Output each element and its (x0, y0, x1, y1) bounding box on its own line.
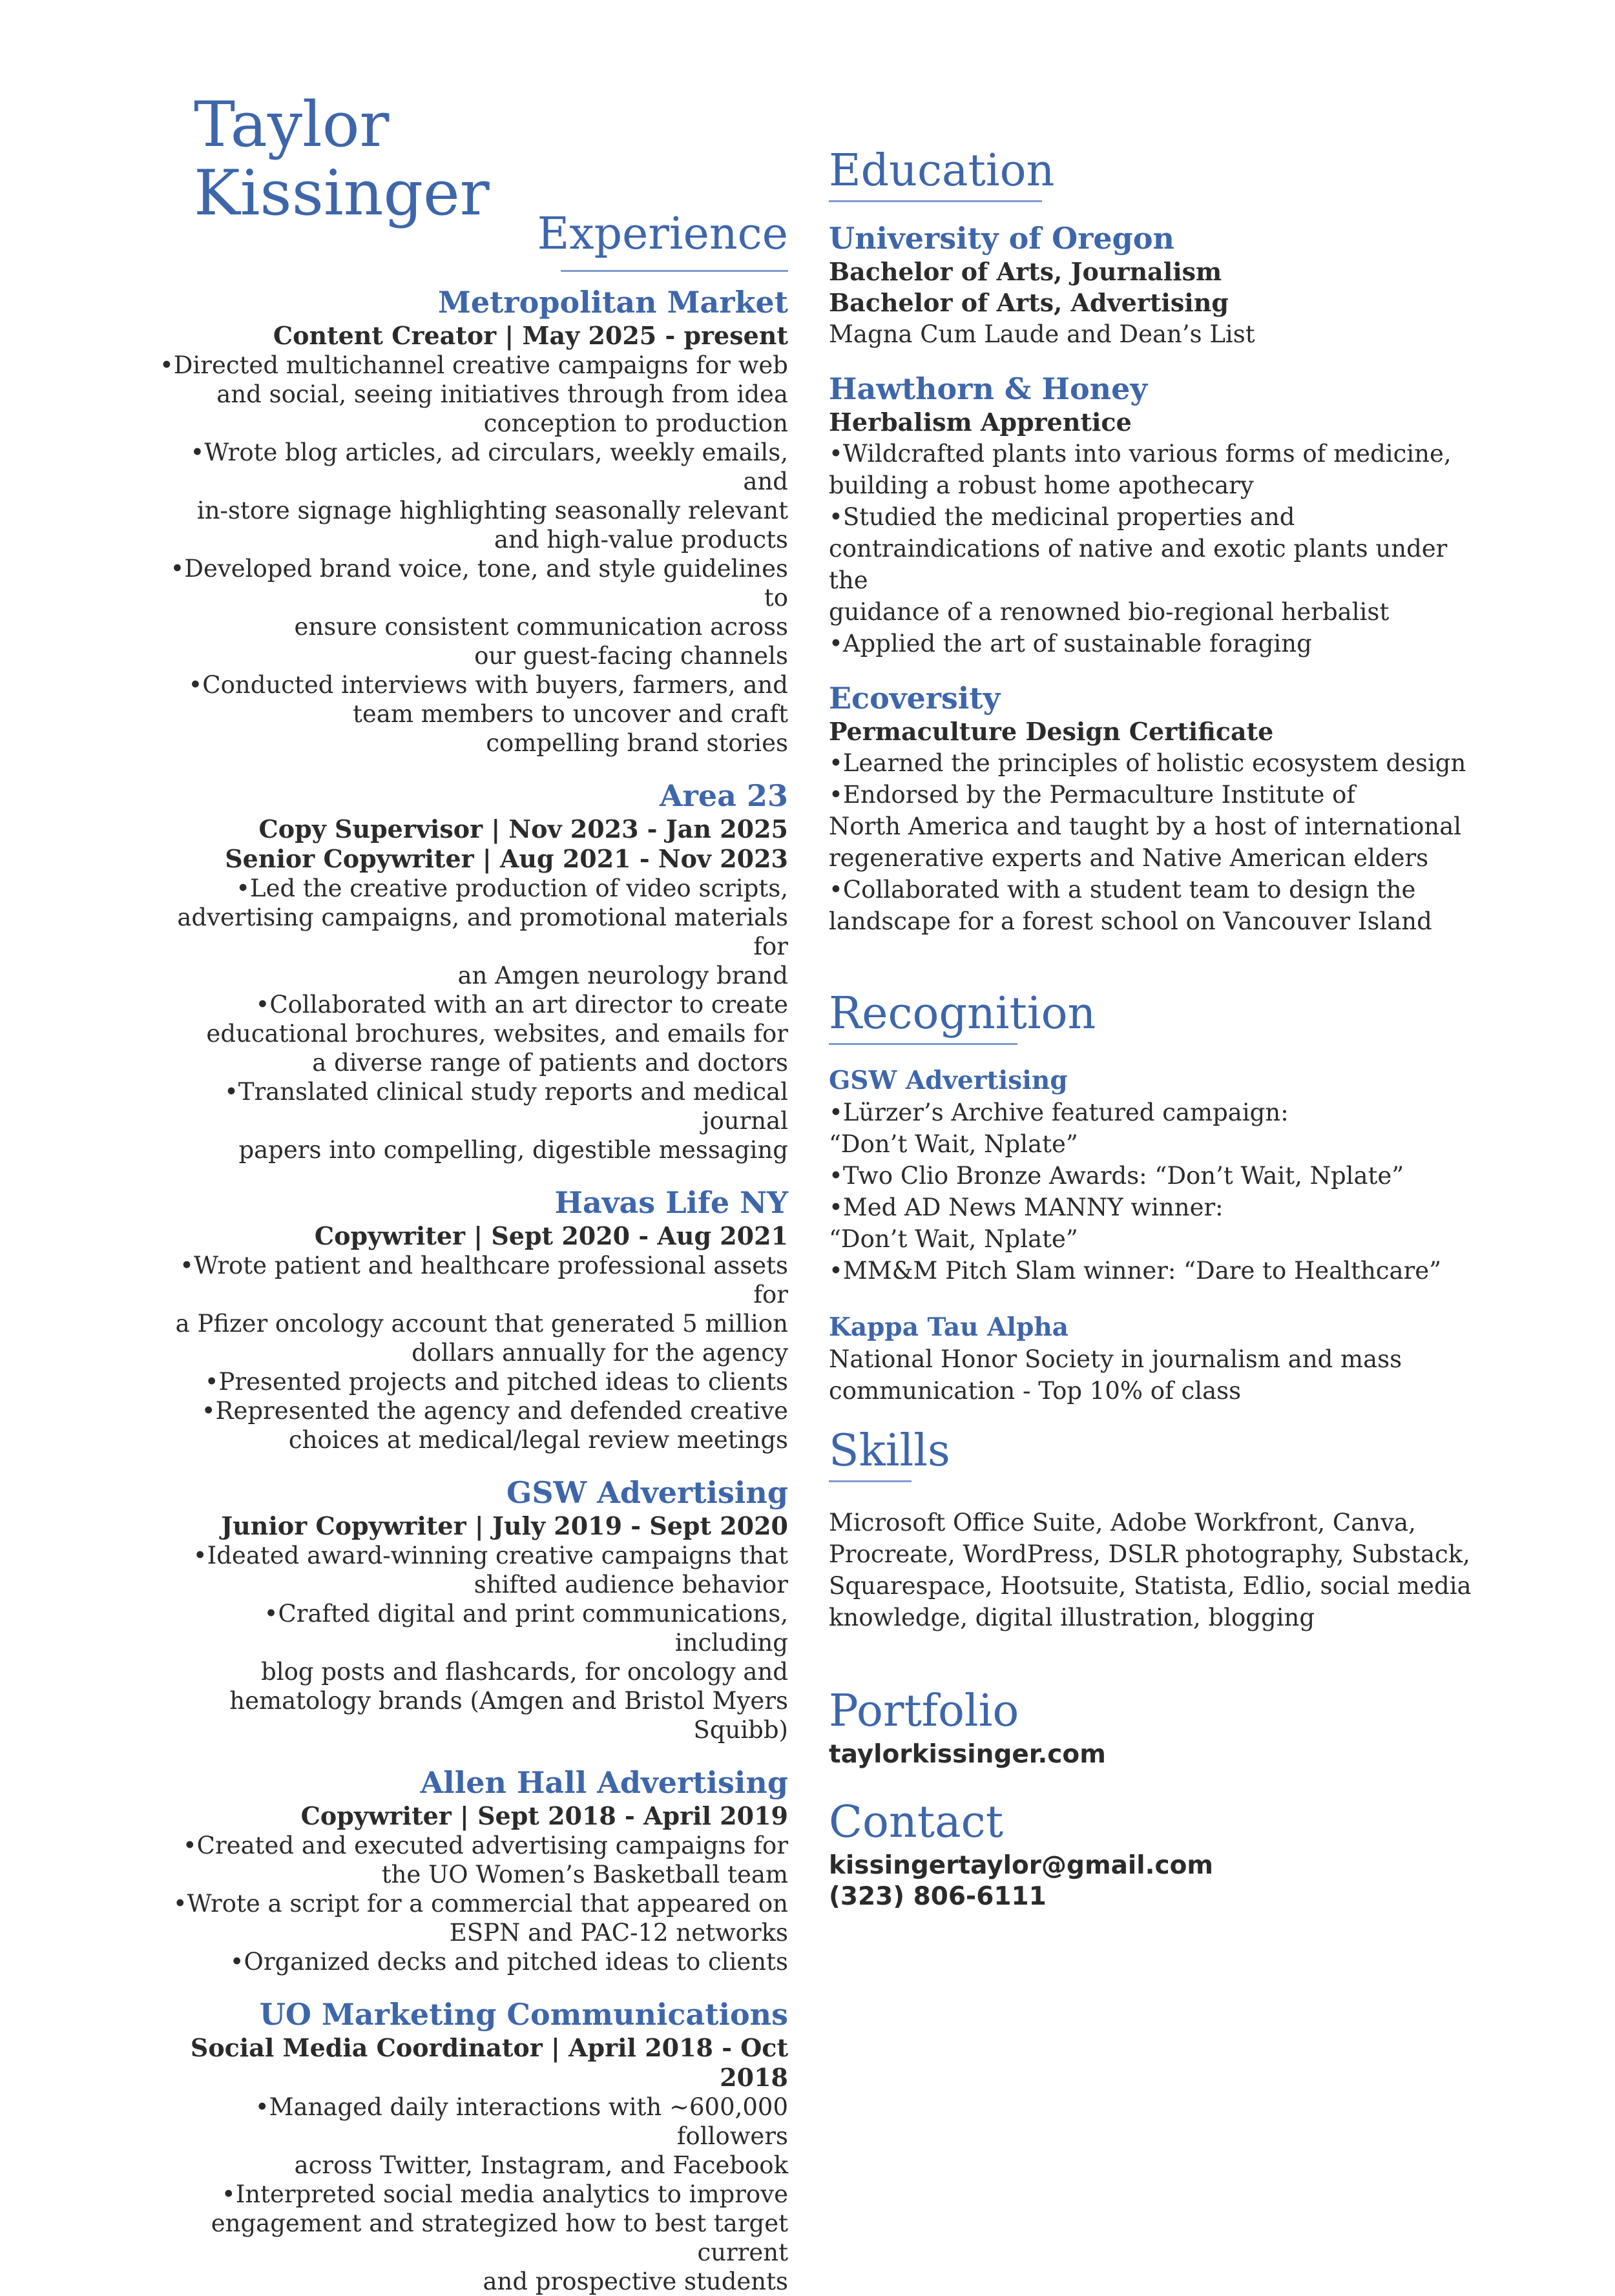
education-line: •Learned the principles of holistic ecosystem design (829, 749, 1466, 777)
education-org: Hawthorn & Honey (829, 371, 1148, 406)
job-bullet: •Managed daily interactions with ~600,000 followers across Twitter, Instagram, and Facebook (255, 2093, 788, 2179)
education-org: University of Oregon (829, 221, 1174, 256)
education-line: •Applied the art of sustainable foraging (829, 630, 1312, 657)
job-bullet: •Translated clinical study reports and medical journal papers into compelling, digestible messaging (224, 1078, 788, 1164)
job-entry (155, 284, 788, 758)
education-section (829, 143, 1475, 937)
last-name: Kissinger (194, 157, 490, 229)
job-bullet: •Presented projects and pitched ideas to clients (204, 1368, 788, 1396)
job-bullet: •Crafted digital and print communications, including blog posts and flashcards, for oncology and hematology brands (Amgen and Bristol Myers Squibb) (229, 1600, 788, 1744)
job-bullet: •Led the creative production of video scripts, advertising campaigns, and promotional materials for an Amgen neurology brand (177, 874, 788, 989)
skills-title: Skills (829, 1425, 950, 1476)
contact-phone[interactable]: (323) 806-6111 (829, 1882, 1047, 1911)
job-role: Social Media Coordinator | April 2018 - Oct 2018 (190, 2033, 788, 2092)
job-role: Senior Copywriter | Aug 2021 - Nov 2023 (225, 844, 788, 873)
education-entry (829, 371, 1475, 659)
job-bullet: •Wrote patient and healthcare professional assets for a Pfizer oncology account that generated 5 million dollars annually for the agency (175, 1252, 788, 1367)
recognition-rule (829, 1043, 1017, 1045)
experience-section (155, 207, 788, 2296)
education-rule (829, 200, 1042, 202)
education-degree: Permaculture Design Certificate (829, 717, 1274, 746)
education-degree: Bachelor of Arts, Advertising (829, 288, 1229, 317)
job-role: Copy Supervisor | Nov 2023 - Jan 2025 (258, 814, 788, 843)
job-company: Area 23 (659, 778, 788, 813)
experience-title: Experience (537, 209, 788, 260)
education-entry (829, 680, 1475, 937)
recognition-entry (829, 1064, 1475, 1287)
job-bullet: •Wrote a script for a commercial that appeared on ESPN and PAC-12 networks (172, 1890, 788, 1947)
job-role: Copywriter | Sept 2020 - Aug 2021 (314, 1221, 788, 1250)
job-company: Allen Hall Advertising (420, 1765, 788, 1800)
recognition-line: National Honor Society in journalism and mass communication - Top 10% of class (829, 1345, 1402, 1405)
job-company: GSW Advertising (506, 1475, 788, 1510)
job-entry (155, 777, 788, 1164)
education-line: •Wildcrafted plants into various forms of medicine, building a robust home apothecary (829, 440, 1452, 499)
recognition-section (829, 986, 1475, 1407)
education-line: •Endorsed by the Permaculture Institute of North America and taught by a host of international regenerative experts and Native American elders (829, 781, 1462, 872)
education-line: •Studied the medicinal properties and contraindications of native and exotic plants under the guidance of a renowned bio-regional herbalist (829, 503, 1448, 626)
recognition-entry (829, 1311, 1475, 1407)
job-company: UO Marketing Communications (259, 1997, 788, 2032)
education-org: Ecoversity (829, 681, 1001, 716)
job-bullet: •Created and executed advertising campaigns for the UO Women’s Basketball team (182, 1832, 788, 1888)
job-bullet: •Collaborated with an art director to create educational brochures, websites, and emails for a diverse range of patients and doctors (206, 991, 788, 1077)
education-degree: Bachelor of Arts, Journalism (829, 257, 1222, 286)
recognition-line: •Lürzer’s Archive featured campaign: “Don’t Wait, Nplate” (829, 1099, 1289, 1158)
job-role: Copywriter | Sept 2018 - April 2019 (300, 1801, 788, 1830)
contact-email[interactable]: kissingertaylor@gmail.com (829, 1851, 1214, 1880)
right-column (829, 143, 1475, 1912)
job-bullet: •Interpreted social media analytics to improve engagement and strategized how to best target current and prospective students (211, 2180, 788, 2295)
job-bullet: •Represented the agency and defended creative choices at medical/legal review meetings (201, 1397, 788, 1454)
job-entry (155, 1764, 788, 1976)
recognition-line: •MM&M Pitch Slam winner: “Dare to Healthcare” (829, 1257, 1442, 1285)
recognition-title: Recognition (829, 988, 1096, 1039)
portfolio-title: Portfolio (829, 1686, 1019, 1737)
experience-rule (561, 270, 788, 272)
skills-text: Microsoft Office Suite, Adobe Workfront, Canva, Procreate, WordPress, DSLR photography, Substack, Squarespace, Hootsuite, Statista, Edlio, social media knowledge, digital illustration, blogging (829, 1509, 1472, 1631)
education-line: Magna Cum Laude and Dean’s List (829, 320, 1255, 348)
education-entry (829, 220, 1475, 350)
job-bullet: •Organized decks and pitched ideas to clients (229, 1948, 788, 1976)
portfolio-section (829, 1684, 1475, 1770)
recognition-line: •Med AD News MANNY winner: “Don’t Wait, Nplate” (829, 1194, 1224, 1253)
recognition-line: •Two Clio Bronze Awards: “Don’t Wait, Nplate” (829, 1162, 1404, 1190)
job-bullet: •Developed brand voice, tone, and style guidelines to ensure consistent communication across our guest-facing channels (170, 555, 788, 670)
skills-section (829, 1423, 1475, 1633)
job-company: Havas Life NY (554, 1185, 788, 1220)
recognition-org: GSW Advertising (829, 1066, 1068, 1095)
skills-rule (829, 1480, 912, 1482)
education-degree: Herbalism Apprentice (829, 408, 1132, 437)
job-bullet: •Wrote blog articles, ad circulars, weekly emails, and in-store signage highlighting seasonally relevant and high-value products (190, 439, 788, 553)
portfolio-link[interactable]: taylorkissinger.com (829, 1740, 1106, 1769)
job-role: Junior Copywriter | July 2019 - Sept 2020 (221, 1511, 788, 1540)
contact-section (829, 1795, 1475, 1912)
first-name: Taylor (194, 88, 390, 161)
contact-title: Contact (829, 1797, 1004, 1848)
recognition-org: Kappa Tau Alpha (829, 1312, 1069, 1342)
job-entry (155, 1474, 788, 1744)
job-role: Content Creator | May 2025 - present (273, 321, 788, 350)
job-bullet: •Directed multichannel creative campaigns for web and social, seeing initiatives through from idea conception to production (159, 351, 788, 437)
job-bullet: •Conducted interviews with buyers, farmers, and team members to uncover and craft compelling brand stories (188, 671, 788, 757)
job-entry (155, 1996, 788, 2296)
education-title: Education (829, 145, 1055, 196)
job-company: Metropolitan Market (437, 285, 788, 320)
job-entry (155, 1184, 788, 1454)
job-bullet: •Ideated award-winning creative campaigns that shifted audience behavior (193, 1542, 788, 1598)
education-line: •Collaborated with a student team to design the landscape for a forest school on Vancouver Island (829, 876, 1432, 935)
